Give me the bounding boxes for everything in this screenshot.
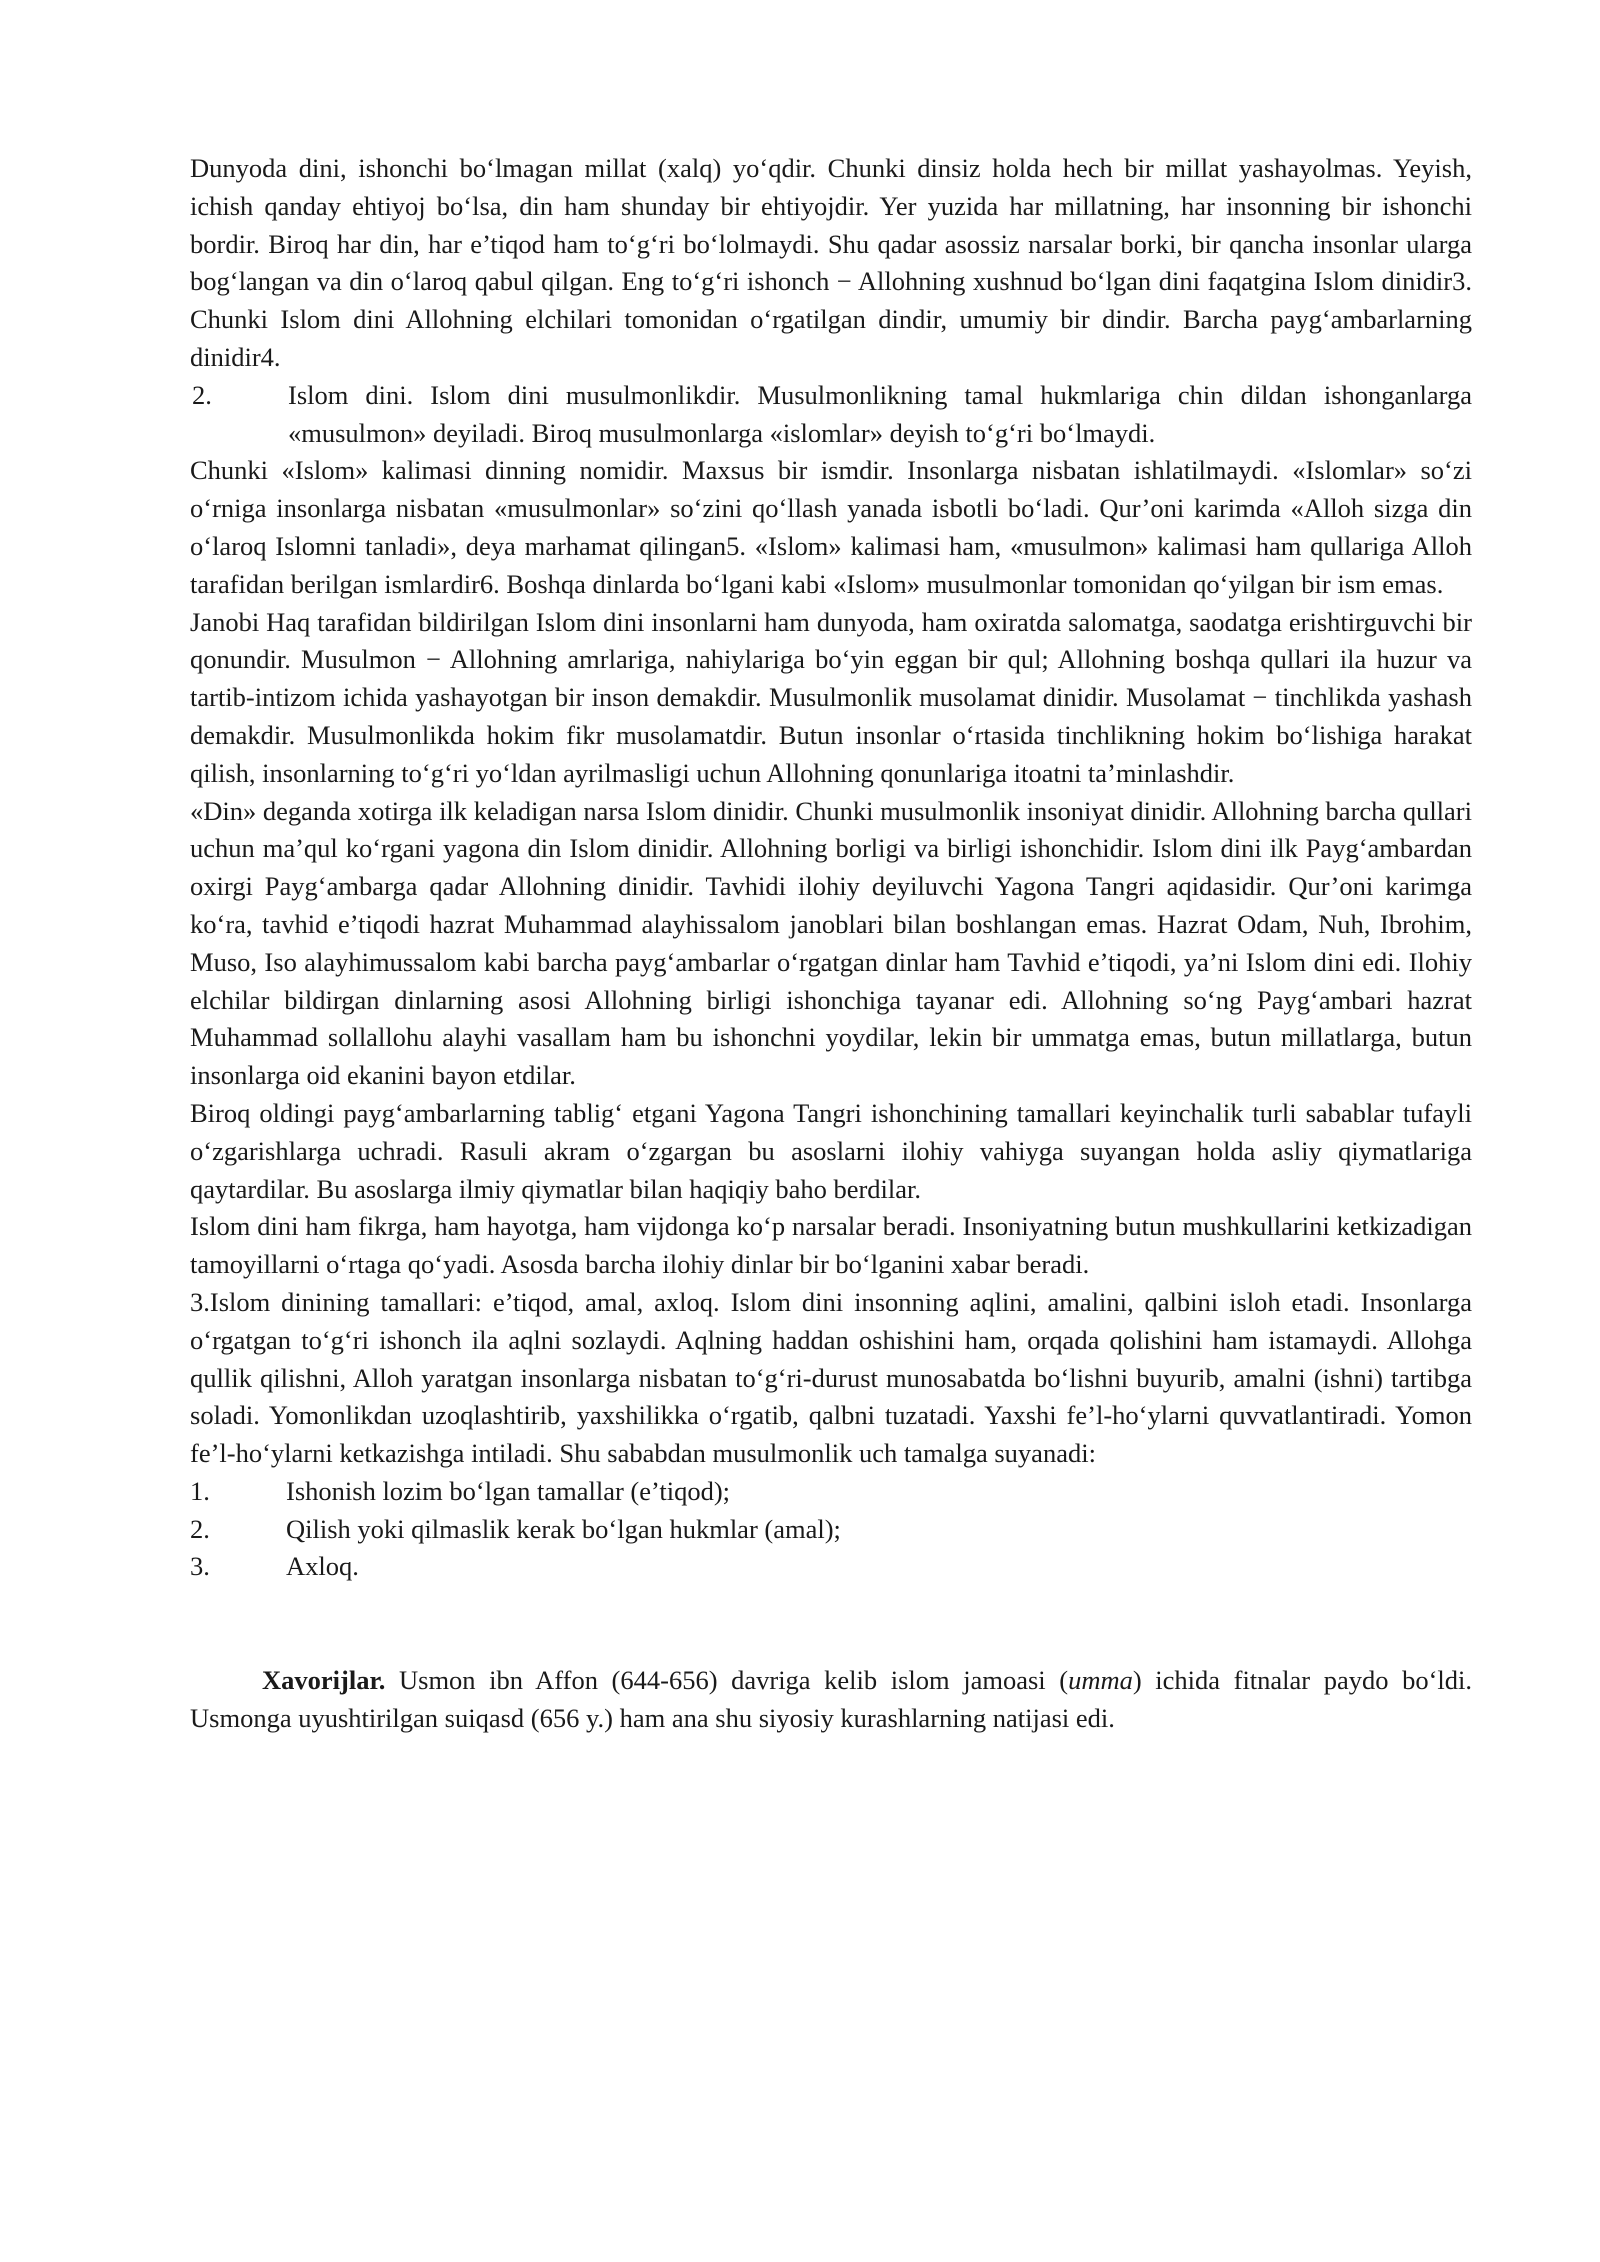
paragraph-text: Islom dini. Islom dini musulmonlikdir. Musulmonlikning tamal hukmlariga chin dildan ishonganlarga «musulmon» deyiladi. Biroq musulmonlarga «islomlar» deyish to‘g‘ri bo‘lmaydi. bbox=[288, 379, 1472, 448]
list-item-text: Ishonish lozim bo‘lgan tamallar (e’tiqod); bbox=[286, 1475, 731, 1506]
spacer bbox=[190, 1586, 1472, 1662]
list-item-number: 3. bbox=[190, 1551, 210, 1582]
list-item bbox=[190, 1473, 1472, 1511]
paragraph-janobi-haq: Janobi Haq tarafidan bildirilgan Islom dini insonlarni ham dunyoda, ham oxiratda salomatga, saodatga erishtirguvchi bir qonundir. Musulmon − Allohning amrlariga, nahiylariga bo‘yin eggan bir qul; Allohning boshqa qullari ila huzur va tartib-intizom ichida yashayotgan bir inson demakdir. Musulmonlik musolamat dinidir. Musolamat − tinchlikda yashash demakdir. Musulmonlikda hokim fikr musolamatdir. Butun insonlar o‘rtasida tinchlikning hokim bo‘lishiga harakat qilish, insonlarning to‘g‘ri yo‘ldan ayrilmasligi uchun Allohning qonunlariga itoatni ta’minlashdir. bbox=[190, 606, 1472, 788]
paragraph-intro: Dunyoda dini, ishonchi bo‘lmagan millat (xalq) yo‘qdir. Chunki dinsiz holda hech bir millat yashayolmas. Yeyish, ichish qanday ehtiyoj bo‘lsa, din ham shunday bir ehtiyojdir. Yer yuzida har millatning, har insonning bir ishonchi bordir. Biroq har din, har e’tiqod ham to‘g‘ri bo‘lolmaydi. Shu qadar asossiz narsalar borki, bir qancha insonlar ularga bog‘langan va din o‘laroq qabul qilgan. Eng to‘g‘ri ishonch − Allohning xushnud bo‘lgan dini faqatgina Islom dinidir3. Chunki Islom dini Allohning elchilari tomonidan o‘rgatilgan dindir, umumiy bir dindir. Barcha payg‘ambarlarning dinidir4. bbox=[190, 153, 1472, 372]
paragraph-number: 2. bbox=[192, 379, 212, 410]
list-item bbox=[190, 1548, 1472, 1586]
list-item bbox=[190, 1511, 1472, 1549]
paragraph-tamallar: 3.Islom dinining tamallari: e’tiqod, amal, axloq. Islom dini insonning aqlini, amalini, qalbini isloh etadi. Insonlarga o‘rgatgan to‘g‘ri ishonch ila aqlni sozlaydi. Aqlning haddan oshishini ham, orqada qolishini ham istamaydi. Allohga qullik qilishni, Alloh yaratgan insonlarga nisbatan to‘g‘ri-durust munosabatda bo‘lishni buyurib, amalni (ishni) tartibga soladi. Yomonlikdan uzoqlashtirib, yaxshilikka o‘rgatib, qalbni tuzatadi. Yaxshi fe’l-ho‘ylarni quvvatlantiradi. Yomon fe’l-ho‘ylarni ketkazishga intiladi. Shu sababdan musulmonlik uch tamalga suyanadi: bbox=[190, 1286, 1472, 1469]
list-item-text: Axloq. bbox=[286, 1551, 359, 1582]
section-heading: Xavorijlar. bbox=[262, 1665, 386, 1696]
list-item-number: 2. bbox=[190, 1513, 210, 1544]
paragraph-text-part: Usmon ibn Affon (644-656) davriga kelib islom jamoasi ( bbox=[385, 1665, 1069, 1696]
paragraph-biroq: Biroq oldingi payg‘ambarlarning tablig‘ etgani Yagona Tangri ishonchining tamallari keyinchalik turli sabablar tufayli o‘zgarishlarga uchradi. Rasuli akram o‘zgargan bu asoslarni ilohiy vahiyga suyangan holda asliy qiymatlariga qaytardilar. Bu asoslarga ilmiy qiymatlar bilan haqiqiy baho berdilar. bbox=[190, 1097, 1472, 1204]
numbered-paragraph-2 bbox=[190, 377, 1472, 453]
paragraph-xavorijlar bbox=[190, 1662, 1472, 1738]
paragraph-islom-dini: Islom dini ham fikrga, ham hayotga, ham vijdonga ko‘p narsalar beradi. Insoniyatning butun mushkullarini ketkizadigan tamoyillarni o‘rtaga qo‘yadi. Asosda barcha ilohiy dinlar bir bo‘lganini xabar beradi. bbox=[190, 1211, 1472, 1280]
paragraph-din: «Din» deganda xotirga ilk keladigan narsa Islom dinidir. Chunki musulmonlik insoniyat dinidir. Allohning barcha qullari uchun ma’qul ko‘rgani yagona din Islom dinidir. Allohning borligi va birligi ishonchidir. Islom dini ilk Payg‘ambardan oxirgi Payg‘ambarga qadar Allohning dinidir. Tavhidi ilohiy deyiluvchi Yagona Tangri aqidasidir. Qur’oni karimga ko‘ra, tavhid e’tiqodi hazrat Muhammad alayhissalom janoblari bilan boshlangan emas. Hazrat Odam, Nuh, Ibrohim, Muso, Iso alayhimussalom kabi barcha payg‘ambarlar o‘rgatgan dinlar ham Tavhid e’tiqodi, ya’ni Islom dini edi. Ilohiy elchilar bildirgan dinlarning asosi Allohning birligi ishonchiga tayanar edi. Allohning so‘ng Payg‘ambari hazrat Muhammad sollallohu alayhi vasallam ham bu ishonchni yoydilar, lekin bir ummatga emas, butun millatlarga, butun insonlarga oid ekanini bayon etdilar. bbox=[190, 795, 1472, 1091]
list-item-text: Qilish yoki qilmaslik kerak bo‘lgan hukmlar (amal); bbox=[286, 1513, 841, 1544]
paragraph-text-part: ) ichida fitnalar paydo bo‘ldi. Usmonga uyushtirilgan suiqasd (656 y.) ham ana shu siyosiy kurashlarning natijasi edi. bbox=[190, 1665, 1472, 1734]
list-item-number: 1. bbox=[190, 1475, 210, 1506]
document-page bbox=[190, 150, 1472, 1738]
italic-term: umma bbox=[1068, 1665, 1133, 1696]
paragraph-islom-name: Chunki «Islom» kalimasi dinning nomidir. Maxsus bir ismdir. Insonlarga nisbatan ishlatilmaydi. «Islomlar» so‘zi o‘rniga insonlarga nisbatan «musulmonlar» so‘zini qo‘llash yanada isbotli bo‘ladi. Qur’oni karimda «Alloh sizga din o‘laroq Islomni tanladi», deya marhamat qilingan5. «Islom» kalimasi ham, «musulmon» kalimasi ham qullariga Alloh tarafidan berilgan ismlardir6. Boshqa dinlarda bo‘lgani kabi «Islom» musulmonlar tomonidan qo‘yilgan bir ism emas. bbox=[190, 455, 1472, 599]
